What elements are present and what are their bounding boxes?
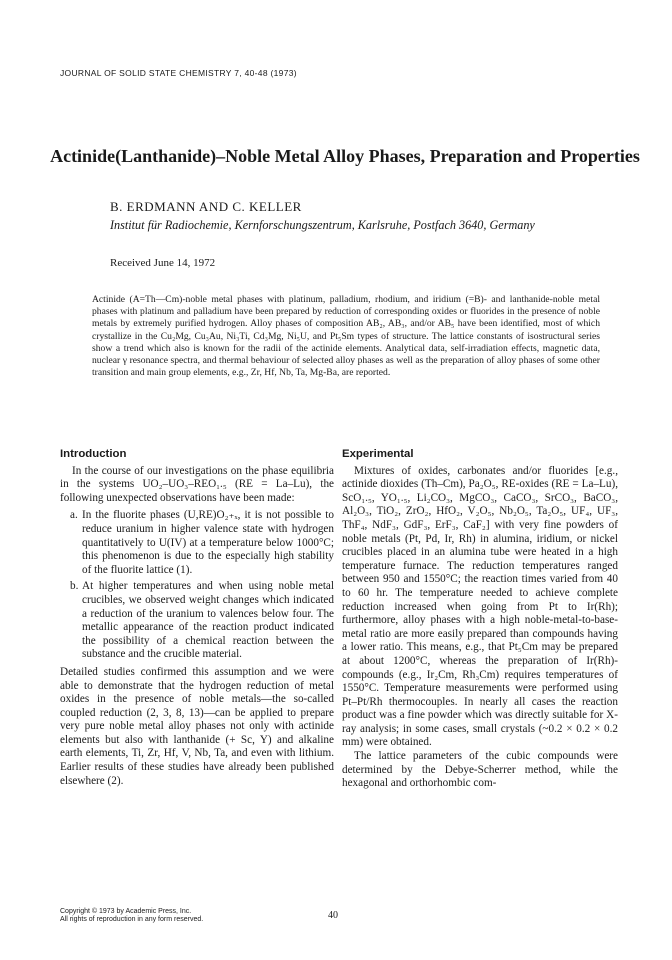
list-item [60, 580, 334, 662]
copyright-notice [60, 908, 203, 924]
section-heading-experimental: Experimental [342, 448, 414, 460]
experimental-paragraph-1: Mixtures of oxides, carbonates and/or fluorides [e.g., actinide dioxides (Th–Cm), Pa₂O₅, RE-oxides (RE = La–Lu), ScO₁.₅, YO₁.₅, Li₂CO₃, MgCO₃, CaCO₃, SrCO₃, BaCO₃, Al₂O₃, TiO₂, ZrO₂, HfO₂, V₂O₅, Nb₂O₅, Ta₂O₅, UF₄, UF₃, ThF₄, NdF₃, GdF₃, ErF₃, CaF₂] with very fine powders of noble metals (Pt, Pd, Ir, Rh) in alumina, iridium, or nickel crucibles placed in an alumina tube were heated in a high temperature furnace. The reduction temperatures ranged between 950 and 1550°C; the reaction times varied from 40 to 60 hr. The temperature needed to achieve complete reduction increased when going from Pt to Ir(Rh); furthermore, alloy phases with a high noble-metal-to-base-metal ratio are more easily prepared than compounds having a lower ratio. This means, e.g., that Pt₅Cm may be prepared at about 1200°C, whereas the preparation of Ir(Rh)-compounds (e.g., Ir₂Cm, Rh₃Cm) requires temperatures of 1550°C. Temperature measurements were performed using Pt–Pt/Rh thermocouples. In nearly all cases the reaction product was a fine powder which was directly suitable for X-ray analysis; in some cases, small crystals (~0.2 × 0.2 × 0.2 mm) were obtained. [342, 464, 618, 749]
received-date: Received June 14, 1972 [110, 257, 216, 269]
left-column [60, 448, 334, 788]
page-number: 40 [328, 910, 338, 921]
intro-paragraph-2: Detailed studies confirmed this assumption and we were able to demonstrate that the hydrogen reduction of metal oxides in the presence of noble metals—the so-called coupled reduction (2, 3, 8, 13)—can be applied to prepare very pure noble metal alloy phases not only with actinide elements but also with lanthanide (+ Sc, Y) and alkaline earth elements, Ti, Zr, Hf, V, Nb, Ta, and even with lithium. Earlier results of these studies have already been published elsewhere (2). [60, 665, 334, 787]
rights-line: All rights of reproduction in any form reserved. [60, 916, 204, 923]
observation-list [60, 509, 334, 662]
list-marker: a. [70, 509, 78, 522]
intro-paragraph-1: In the course of our investigations on the phase equilibria in the systems UO₂–UO₃–REO₁.₅ (RE = La–Lu), the following unexpected observations have been made: [60, 464, 334, 504]
list-marker: b. [70, 580, 79, 593]
journal-header: JOURNAL OF SOLID STATE CHEMISTRY 7, 40-48 (1973) [60, 68, 297, 78]
article-authors: B. ERDMANN AND C. KELLER [110, 199, 302, 214]
list-item-text: At higher temperatures and when using noble metal crucibles, we observed weight changes which indicated a reduction of the uranium to valences below four. The metallic appearance of the reaction product indicated the possibility of a chemical reaction between the substance and the crucible material. [82, 580, 334, 661]
right-column [342, 448, 618, 791]
list-item-text: In the fluorite phases (U,RE)O₂₊ₓ, it is not possible to reduce uranium in higher valence state with hydrogen quantitatively to U(IV) at a temperature below 1000°C; this phenomenon is due to the especially high stability of the fluorite lattice (1). [82, 509, 334, 576]
copyright-line: Copyright © 1973 by Academic Press, Inc. [60, 908, 192, 915]
list-item [60, 509, 334, 577]
abstract: Actinide (A=Th—Cm)-noble metal phases with platinum, palladium, rhodium, and iridium (=B)- and lanthanide-noble metal phases with platinum and palladium have been prepared by reduction of corresponding oxides or fluorides in the presence of noble metals by extremely purified hydrogen. Alloy phases of composition AB₂, AB₃, and/or AB₅ have been identified, most of which crystallize in the Cu₂Mg, Cu₃Au, Ni₃Ti, Cd₃Mg, Ni₅U, and Pt₅Sm types of structure. The lattice constants of isostructural series show a trend which also is known for the radii of the actinide elements. Analytical data, self-irradiation effects, magnetic data, nuclear γ resonance spectra, and thermal behaviour of selected alloy phases as well as the preparation of alloy phases of some other transition and main group elements, e.g., Zr, Hf, Nb, Ta, Mg-Ba, are reported. [92, 294, 600, 379]
author-affiliation: Institut für Radiochemie, Kernforschungszentrum, Karlsruhe, Postfach 3640, Germany [110, 218, 535, 232]
article-title: Actinide(Lanthanide)–Noble Metal Alloy Phases, Preparation and Properties [50, 146, 640, 166]
experimental-paragraph-2: The lattice parameters of the cubic compounds were determined by the Debye-Scherrer method, while the hexagonal and orthorhombic com- [342, 750, 618, 790]
section-heading-introduction: Introduction [60, 448, 127, 460]
